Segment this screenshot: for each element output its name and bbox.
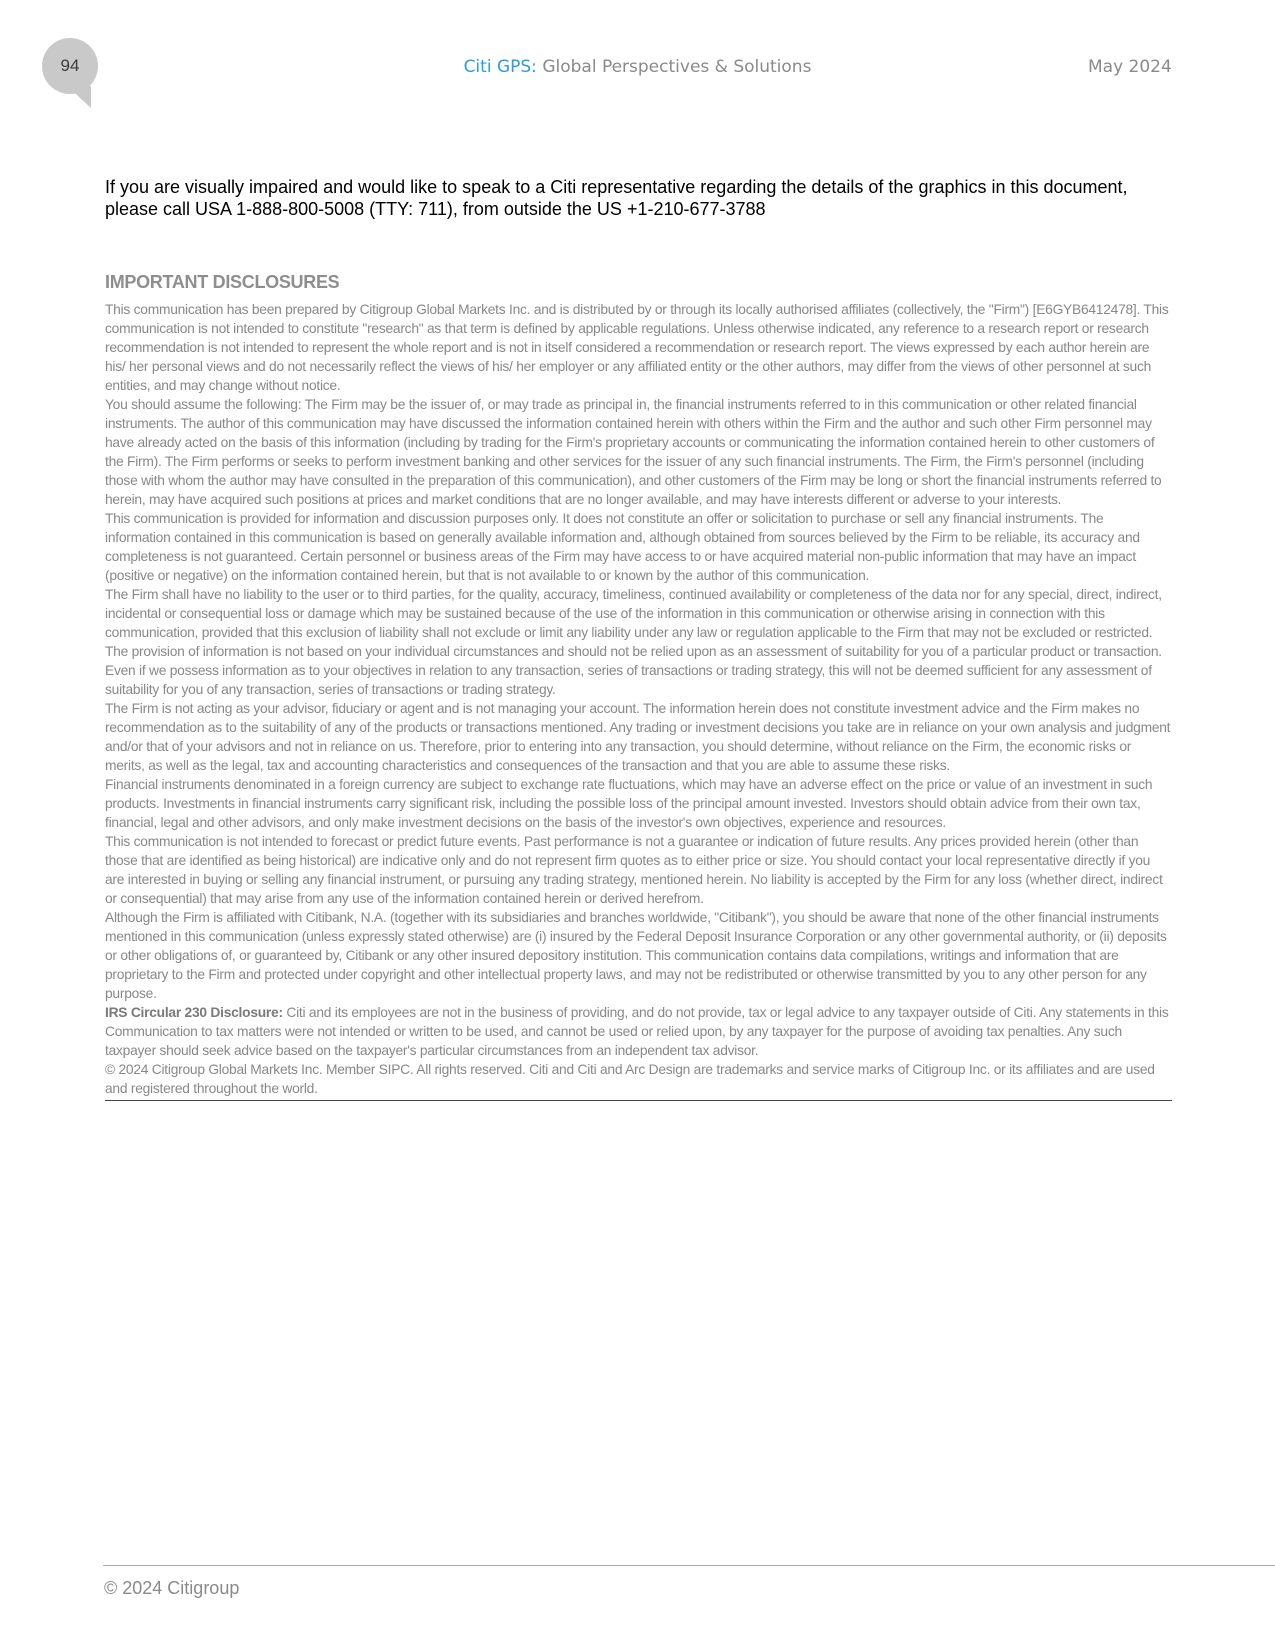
irs-disclosure [105,1003,1172,1060]
accessibility-notice: If you are visually impaired and would like to speak to a Citi representative regarding the details of the graphics in this document, please call USA 1-888-800-5008 (TTY: 711), from outside the US +1-210-677-3788 [105,177,1128,219]
disclosure-paragraph: Financial instruments denominated in a foreign currency are subject to exchange rate fluctuations, which may have an adverse effect on the price or value of an investment in such products. Investments in financial instruments carry significant risk, including the possible loss of the principal amount invested. Investors should obtain advice from their own tax, financial, legal and other advisors, and only make investment decisions on the basis of the investor's own objectives, experience and resources. [105,777,1153,830]
header-brand: Citi GPS: [463,57,537,77]
footer-divider [103,1565,1275,1566]
header-title [0,57,1275,77]
header-date: May 2024 [1088,57,1172,77]
disclosures-body [105,300,1172,1101]
disclosure-paragraph: You should assume the following: The Firm may be the issuer of, or may trade as principal in, the financial instruments referred to in this communication or other related financial instruments. The author of this communication may have discussed the information contained herein with others within the Firm and the author and such other Firm personnel may have already acted on the basis of this information (including by trading for the Firm's proprietary accounts or communicating the information contained herein to other customers of the Firm). The Firm performs or seeks to perform investment banking and other services for the issuer of any such financial instruments. The Firm, the Firm's personnel (including those with whom the author may have consulted in the preparation of this communication), and other customers of the Firm may be long or short the financial instruments referred to herein, may have acquired such positions at prices and market conditions that are no longer available, and may have interests different or adverse to your interests. [105,397,1162,507]
disclosure-paragraph: Although the Firm is affiliated with Citibank, N.A. (together with its subsidiaries and branches worldwide, "Citibank"), you should be aware that none of the other financial instruments mentioned in this communication (unless expressly stated otherwise) are (i) insured by the Federal Deposit Insurance Corporation or any other governmental authority, or (ii) deposits or other obligations of, or guaranteed by, Citibank or any other insured depository institution. This communication contains data compilations, writings and information that are proprietary to the Firm and protected under copyright and other intellectual property laws, and may not be redistributed or otherwise transmitted by you to any other person for any purpose. [105,910,1167,1001]
disclosure-paragraph: This communication is provided for information and discussion purposes only. It does not constitute an offer or solicitation to purchase or sell any financial instruments. The information contained in this communication is based on generally available information and, although obtained from sources believed by the Firm to be reliable, its accuracy and completeness is not guaranteed. Certain personnel or business areas of the Firm may have access to or have acquired material non-public information that may have an impact (positive or negative) on the information contained herein, but that is not available to or known by the author of this communication. [105,511,1140,583]
footer-copyright: © 2024 Citigroup [104,1578,240,1598]
disclosure-paragraph: The Firm shall have no liability to the user or to third parties, for the quality, accuracy, timeliness, continued availability or completeness of the data nor for any special, direct, indirect, incidental or consequential loss or damage which may be sustained because of the use of the information in this communication or otherwise arising in connection with this communication, provided that this exclusion of liability shall not exclude or limit any liability under any law or regulation applicable to the Firm that may not be excluded or restricted. [105,587,1162,640]
disclosure-paragraph: This communication has been prepared by Citigroup Global Markets Inc. and is distributed by or through its locally authorised affiliates (collectively, the "Firm") [E6GYB6412478]. This communication is not intended to constitute "research" as that term is defined by applicable regulations. Unless otherwise indicated, any reference to a research report or research recommendation is not intended to represent the whole report and is not in itself considered a recommendation or research report. The views expressed by each author herein are his/ her personal views and do not necessarily reflect the views of his/ her employer or any affiliated entity or the other authors, may differ from the views of other personnel at such entities, and may change without notice. [105,302,1169,393]
irs-disclosure-text: Citi and its employees are not in the business of providing, and do not provide, tax or legal advice to any taxpayer outside of Citi. Any statements in this Communication to tax matters were not intended or written to be used, and cannot be used or relied upon, by any taxpayer for the purpose of avoiding tax penalties. Any such taxpayer should seek advice based on the taxpayer's particular circumstances from an independent tax advisor. [105,1005,1169,1058]
copyright-disclosure: © 2024 Citigroup Global Markets Inc. Member SIPC. All rights reserved. Citi and Citi and Arc Design are trademarks and service marks of Citigroup Inc. or its affiliates and are used and registered throughout the world. [105,1062,1155,1096]
disclosure-paragraph: The provision of information is not based on your individual circumstances and should not be relied upon as an assessment of suitability for you of a particular product or transaction. Even if we possess information as to your objectives in relation to any transaction, series of transactions or trading strategy, this will not be deemed sufficient for any assessment of suitability for you of any transaction, series of transactions or trading strategy. [105,644,1162,697]
page-number: 94 [60,56,80,75]
irs-disclosure-label: IRS Circular 230 Disclosure: [105,1005,283,1020]
disclosure-paragraph: This communication is not intended to forecast or predict future events. Past performance is not a guarantee or indication of future results. Any prices provided herein (other than those that are identified as being historical) are indicative only and do not represent firm quotes as to either price or size. You should contact your local representative directly if you are interested in buying or selling any financial instrument, or pursuing any trading strategy, mentioned herein. No liability is accepted by the Firm for any loss (whether direct, indirect or consequential) that may arise from any use of the information contained herein or derived herefrom. [105,834,1163,906]
disclosure-paragraph: The Firm is not acting as your advisor, fiduciary or agent and is not managing your account. The information herein does not constitute investment advice and the Firm makes no recommendation as to the suitability of any of the products or transactions mentioned. Any trading or investment decisions you take are in reliance on your own analysis and judgment and/or that of your advisors and not in reliance on us. Therefore, prior to entering into any transaction, you should determine, without reliance on the Firm, the economic risks or merits, as well as the legal, tax and accounting characteristics and consequences of the transaction and that you are able to assume these risks. [105,701,1171,773]
disclosures-heading: IMPORTANT DISCLOSURES [105,272,340,292]
header-subtitle: Global Perspectives & Solutions [542,57,812,77]
